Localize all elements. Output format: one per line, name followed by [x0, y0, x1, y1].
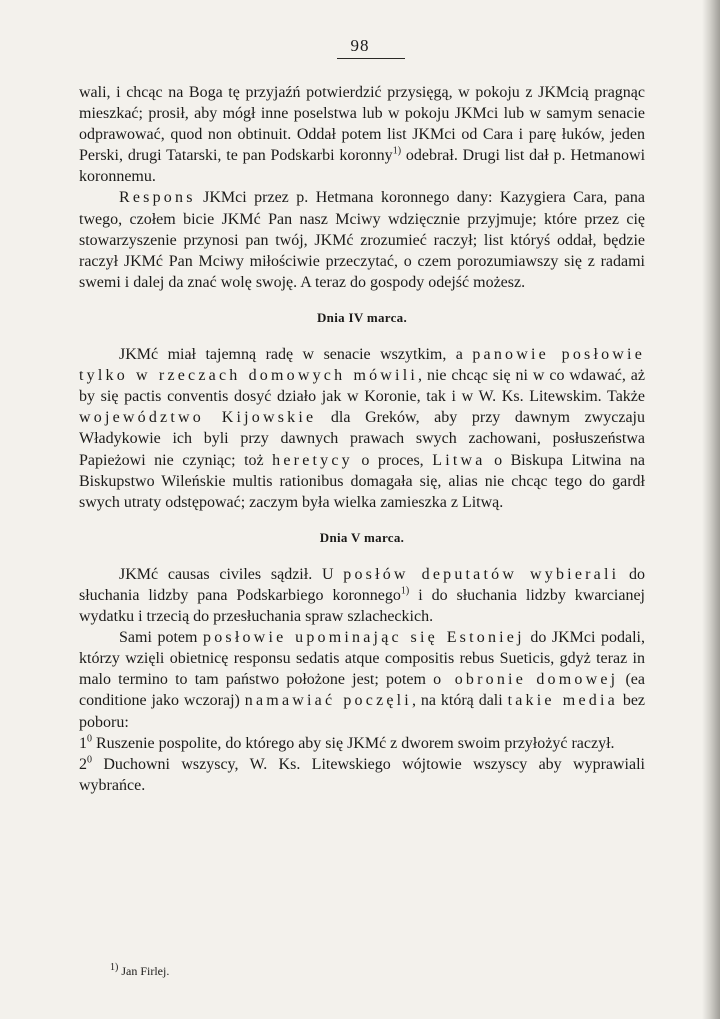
ordinal-mark: 0: [87, 754, 92, 766]
paragraph-1-text-b: odebrał. Drugi list dał p. Hetmanowi koronnemu.: [79, 147, 646, 186]
paragraph-4: [79, 564, 645, 627]
spaced-term: heretycy: [272, 451, 353, 469]
spaced-term: Respons: [119, 189, 196, 207]
paragraph-4-text-a: JKMć causas civiles sądził. U: [119, 565, 344, 583]
spaced-term: takie media: [507, 692, 618, 710]
ordinal-mark: 0: [87, 733, 92, 745]
paragraph-5: [79, 627, 645, 732]
paragraph-2-text: JKMci przez p. Hetmana koronnego dany: Kazygiera Cara, pana twego, czołem bicie JKMć Pan nasz Mciwy wdzięcznie przyjmuje; które przez cię stowarzyszenie przynosi pan twój, JKMć zrozumieć raczył; list któryś oddał, będzie raczył JKMć Pan Mciwy miłościwie przeczytać, o czem porozumiawszy się z radami swemi i dalej da znać wolę swoję. A teraz do gospody odejść możesz.: [79, 189, 645, 291]
footnote-reference: 1): [400, 585, 410, 597]
paragraph-3: [79, 344, 645, 513]
spaced-term: posłowie upominając się Estoniej: [203, 629, 525, 647]
footnote-marker: 1): [110, 962, 119, 973]
spaced-term: posłów deputatów wybierali: [343, 565, 620, 583]
page-number: 98: [350, 36, 370, 55]
paragraph-3-text-c: dla Greków, aby przy dawnym zwyczaju Władykowie ich byli przy dawnych prawach swych zachowani, posłuszeństwa Papieżowi nie czyniąc; toż: [79, 409, 645, 469]
scan-edge-shadow: [702, 0, 720, 1019]
list-item-text: Ruszenie pospolite, do którego aby się JKMć z dworem swoim przyłożyć raczył.: [92, 734, 615, 752]
paragraph-5-text-d: , na którą dali: [411, 692, 508, 710]
paragraph-1: [79, 82, 645, 187]
list-item-2: [79, 754, 645, 796]
spaced-term: panowie posłowie tylko w rzeczach domowych mówili: [79, 346, 645, 385]
paragraph-5-text-b: do JKMci podali, którzy wzięli obietnicę responsu sedatis atque compositis rebus Sueticis, gdyż teraz in malo termino to tam państwo położone jest; potem: [79, 629, 645, 689]
paragraph-3-text-e: o Biskupa Litwina na Biskupstwo Wileńskie multis rationibus domagała się, alias nie chcąc tego do gardł swych utraty odstępować; zaczym była wielka zamieszka z Litwą.: [79, 451, 645, 511]
body-text: [79, 82, 645, 796]
footnote-text: Jan Firlej.: [118, 964, 170, 978]
page-number-rule: [337, 58, 405, 59]
section-heading-march-4: Dnia IV marca.: [316, 309, 408, 325]
spaced-term: Litwa: [432, 451, 486, 469]
paragraph-5-text-c: (ea conditione jako wczoraj): [79, 671, 646, 710]
paragraph-4-text-b: do słuchania lidzby pana Podskarbiego koronnego: [79, 565, 645, 604]
section-heading-march-5: Dnia V marca.: [319, 529, 405, 545]
list-item-1: [79, 733, 645, 754]
spaced-term: namawiać poczęli: [244, 692, 412, 710]
list-number: 1: [79, 734, 87, 752]
footnote: [110, 964, 169, 979]
paragraph-3-text-d: o proces,: [352, 451, 433, 469]
paragraph-2: [79, 187, 645, 292]
paragraph-4-text-c: i do słuchania lidzby kwarcianej wydatku i trzecią do przesłuchania spraw szlacheckich.: [79, 586, 645, 626]
paragraph-5-text-e: bez poboru:: [79, 692, 646, 731]
paragraph-3-text-b: , nie chcąc się ni w co wdawać, aż by się pactis conventis dosyć działo jak w Koronie, tak i w W. Ks. Litewskim. Także: [79, 367, 645, 406]
spaced-term: o obronie domowej: [433, 671, 619, 689]
paragraph-3-text-a: JKMć miał tajemną radę w senacie wszytkim, a: [119, 346, 473, 364]
footnote-reference: 1): [392, 145, 402, 157]
list-item-text: Duchowni wszyscy, W. Ks. Litewskiego wójtowie wszyscy aby wyprawiali wybrańce.: [79, 755, 645, 794]
paragraph-1-text-a: wali, i chcąc na Boga tę przyjaźń potwierdzić przysięgą, w pokoju z JKMcią pragnąc mieszkać; prosił, aby mógł inne poselstwa lub w pokoju JKMci lub w samym senacie odprawować, quod non obtinuit. Oddał potem list JKMci od Cara i parę łuków, jeden Perski, drugi Tatarski, te pan Podskarbi koronny: [79, 84, 645, 165]
list-number: 2: [79, 755, 87, 773]
paragraph-5-text-a: Sami potem: [119, 629, 204, 647]
spaced-term: województwo Kijowskie: [79, 409, 317, 427]
